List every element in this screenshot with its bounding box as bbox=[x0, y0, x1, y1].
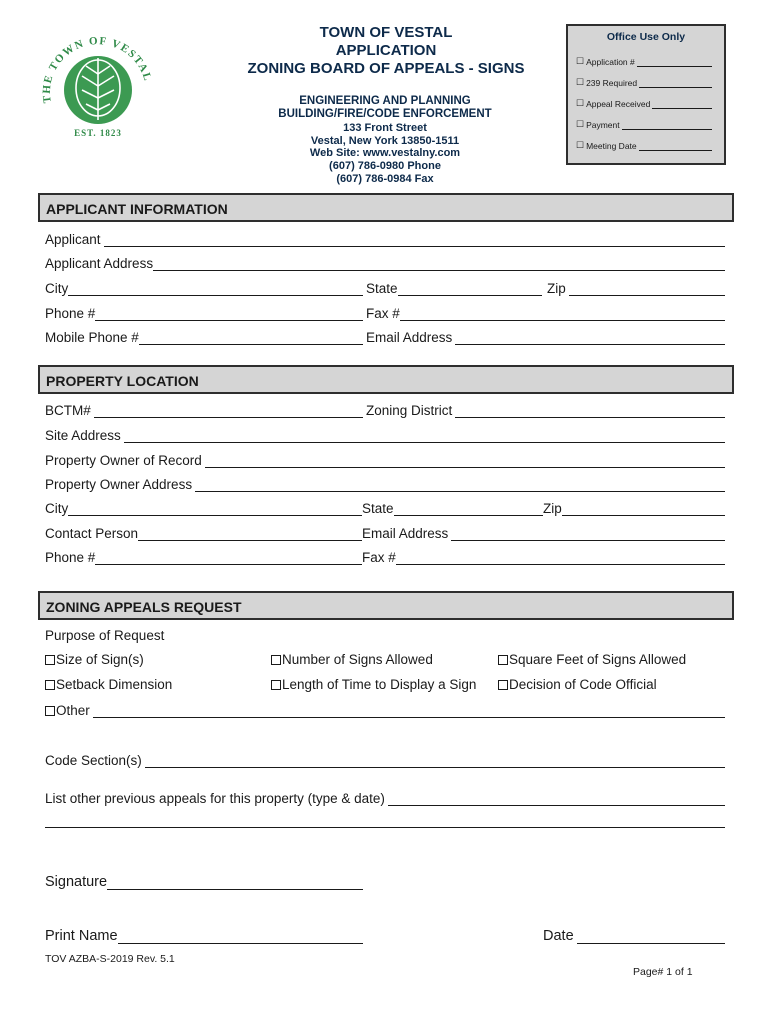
number-of-signs-option[interactable] bbox=[271, 652, 433, 667]
size-of-signs-label: Size of Sign(s) bbox=[56, 652, 144, 667]
code-section-label: Code Section(s) bbox=[45, 753, 142, 768]
property-state-input-line[interactable] bbox=[394, 502, 543, 516]
owner-of-record-field[interactable] bbox=[45, 451, 725, 468]
property-section-header bbox=[38, 365, 734, 394]
applicant-state-field[interactable] bbox=[366, 279, 542, 296]
checkbox-icon[interactable] bbox=[271, 680, 281, 690]
owner-address-input-line[interactable] bbox=[195, 478, 725, 492]
contact-person-label: Contact Person bbox=[45, 526, 139, 541]
applicant-mobile-field[interactable] bbox=[45, 328, 363, 345]
office-appeal-label: Appeal Received bbox=[586, 99, 651, 109]
applicant-mobile-label: Mobile Phone # bbox=[45, 330, 139, 345]
applicant-section-header bbox=[38, 193, 734, 222]
applicant-zip-field[interactable] bbox=[547, 279, 725, 296]
applicant-state-input-line[interactable] bbox=[398, 282, 542, 296]
other-label: Other bbox=[56, 703, 90, 718]
office-application-line[interactable] bbox=[637, 59, 712, 67]
applicant-mobile-input-line[interactable] bbox=[139, 331, 363, 345]
length-of-time-label: Length of Time to Display a Sign bbox=[282, 677, 477, 692]
applicant-phone-field[interactable] bbox=[45, 304, 363, 321]
square-feet-label: Square Feet of Signs Allowed bbox=[509, 652, 687, 667]
date-field[interactable] bbox=[543, 926, 725, 944]
dept-line-1: ENGINEERING AND PLANNING bbox=[299, 95, 471, 107]
property-fax-label: Fax # bbox=[362, 550, 396, 565]
setback-label: Setback Dimension bbox=[56, 677, 173, 692]
signature-label: Signature bbox=[45, 874, 108, 890]
setback-option[interactable] bbox=[45, 677, 172, 692]
owner-of-record-input-line[interactable] bbox=[205, 454, 725, 468]
office-appeal-line[interactable] bbox=[652, 101, 712, 109]
title-line-2: APPLICATION bbox=[335, 42, 437, 59]
property-email-field[interactable] bbox=[362, 524, 725, 541]
checkbox-icon[interactable] bbox=[45, 680, 55, 690]
property-zip-field[interactable] bbox=[543, 499, 725, 516]
zoning-district-field[interactable] bbox=[366, 401, 725, 418]
office-payment-line[interactable] bbox=[622, 122, 712, 130]
property-zip-label: Zip bbox=[543, 501, 562, 516]
applicant-fax-field[interactable] bbox=[366, 304, 725, 321]
department-info bbox=[255, 95, 515, 185]
applicant-input-line[interactable] bbox=[104, 233, 725, 247]
office-239-label: 239 Required bbox=[586, 78, 638, 88]
office-appeal-row[interactable] bbox=[576, 98, 712, 109]
office-239-row[interactable] bbox=[576, 77, 712, 88]
page-number: Page# 1 of 1 bbox=[633, 966, 693, 978]
owner-address-field[interactable] bbox=[45, 475, 725, 492]
previous-appeals-line-2[interactable] bbox=[45, 814, 725, 828]
office-239-line[interactable] bbox=[639, 80, 712, 88]
other-field[interactable] bbox=[45, 701, 725, 718]
property-zip-input-line[interactable] bbox=[562, 502, 725, 516]
office-application-row[interactable] bbox=[576, 56, 712, 67]
property-email-label: Email Address bbox=[362, 526, 449, 541]
zoning-district-input-line[interactable] bbox=[455, 404, 725, 418]
bctm-field[interactable] bbox=[45, 401, 363, 418]
property-state-label: State bbox=[362, 501, 394, 516]
property-section-title: PROPERTY LOCATION bbox=[46, 373, 199, 389]
svg-text:EST. 1823: EST. 1823 bbox=[74, 128, 122, 138]
office-payment-label: Payment bbox=[586, 120, 620, 130]
site-address-field[interactable] bbox=[45, 426, 725, 443]
applicant-field[interactable] bbox=[45, 230, 725, 247]
property-fax-field[interactable] bbox=[362, 548, 725, 565]
signature-input-line[interactable] bbox=[107, 876, 363, 890]
applicant-city-input-line[interactable] bbox=[68, 282, 363, 296]
checkbox-icon[interactable]: ☐ bbox=[576, 140, 585, 150]
phone-line: (607) 786-0980 Phone bbox=[329, 159, 441, 172]
other-input-line[interactable] bbox=[93, 704, 725, 718]
previous-appeals-input-line[interactable] bbox=[388, 792, 725, 806]
previous-appeals-field[interactable] bbox=[45, 789, 725, 806]
site-address-input-line[interactable] bbox=[124, 429, 725, 443]
property-city-input-line[interactable] bbox=[68, 502, 362, 516]
dept-line-2: BUILDING/FIRE/CODE ENFORCEMENT bbox=[278, 107, 492, 120]
contact-person-field[interactable] bbox=[45, 524, 362, 541]
checkbox-icon[interactable] bbox=[498, 680, 508, 690]
contact-person-input-line[interactable] bbox=[138, 527, 362, 541]
purpose-label: Purpose of Request bbox=[45, 628, 165, 643]
checkbox-icon[interactable]: ☐ bbox=[576, 77, 585, 87]
zoning-district-label: Zoning District bbox=[366, 403, 453, 418]
applicant-city-label: City bbox=[45, 281, 69, 296]
checkbox-icon[interactable] bbox=[498, 655, 508, 665]
office-meeting-label: Meeting Date bbox=[586, 141, 637, 151]
applicant-state-label: State bbox=[366, 281, 398, 296]
property-phone-input-line[interactable] bbox=[95, 551, 362, 565]
code-section-input-line[interactable] bbox=[145, 754, 725, 768]
date-input-line[interactable] bbox=[577, 930, 725, 944]
owner-address-label: Property Owner Address bbox=[45, 477, 193, 492]
code-section-field[interactable] bbox=[45, 751, 725, 768]
request-section-header bbox=[38, 591, 734, 620]
owner-of-record-label: Property Owner of Record bbox=[45, 453, 202, 468]
town-seal-logo bbox=[38, 28, 158, 148]
svg-text:THE TOWN OF VESTAL: THE TOWN OF VESTAL bbox=[40, 35, 154, 104]
applicant-phone-input-line[interactable] bbox=[95, 307, 363, 321]
applicant-zip-input-line[interactable] bbox=[569, 282, 725, 296]
site-address-label: Site Address bbox=[45, 428, 121, 443]
address-line-2: Vestal, New York 13850-1511 bbox=[310, 134, 460, 147]
title-line-1: TOWN OF VESTAL bbox=[319, 24, 453, 41]
size-of-signs-option[interactable] bbox=[45, 652, 144, 667]
applicant-section-title: APPLICANT INFORMATION bbox=[46, 201, 228, 217]
fax-line: (607) 786-0984 Fax bbox=[336, 172, 434, 185]
bctm-label: BCTM# bbox=[45, 403, 91, 418]
date-label: Date bbox=[543, 928, 574, 944]
checkbox-icon[interactable]: ☐ bbox=[576, 119, 585, 129]
applicant-city-field[interactable] bbox=[45, 279, 363, 296]
office-use-title: Office Use Only bbox=[606, 31, 686, 43]
applicant-phone-label: Phone # bbox=[45, 306, 96, 321]
bctm-input-line[interactable] bbox=[94, 404, 363, 418]
number-of-signs-label: Number of Signs Allowed bbox=[282, 652, 433, 667]
applicant-address-input-line[interactable] bbox=[153, 257, 725, 271]
title-line-3: ZONING BOARD OF APPEALS - SIGNS bbox=[247, 60, 525, 77]
property-email-input-line[interactable] bbox=[451, 527, 725, 541]
applicant-email-input-line[interactable] bbox=[455, 331, 725, 345]
form-title bbox=[236, 24, 536, 78]
print-name-label: Print Name bbox=[45, 928, 118, 944]
applicant-fax-label: Fax # bbox=[366, 306, 400, 321]
decision-label: Decision of Code Official bbox=[509, 677, 657, 692]
property-city-field[interactable] bbox=[45, 499, 362, 516]
office-meeting-row[interactable] bbox=[576, 140, 712, 151]
checkbox-icon[interactable] bbox=[45, 655, 55, 665]
signature-field[interactable] bbox=[45, 872, 363, 890]
print-name-field[interactable] bbox=[45, 926, 363, 944]
print-name-input-line[interactable] bbox=[118, 930, 363, 944]
applicant-label: Applicant bbox=[45, 232, 101, 247]
decision-option[interactable] bbox=[498, 677, 657, 692]
property-state-field[interactable] bbox=[362, 499, 543, 516]
applicant-address-field[interactable] bbox=[45, 254, 725, 271]
property-city-label: City bbox=[45, 501, 69, 516]
request-section-title: ZONING APPEALS REQUEST bbox=[46, 599, 242, 615]
applicant-address-label: Applicant Address bbox=[45, 256, 154, 271]
office-application-label: Application # bbox=[586, 57, 635, 67]
address-line-1: 133 Front Street bbox=[343, 122, 427, 135]
applicant-zip-label: Zip bbox=[547, 281, 566, 296]
property-phone-field[interactable] bbox=[45, 548, 362, 565]
applicant-email-field[interactable] bbox=[366, 328, 725, 345]
checkbox-icon[interactable] bbox=[271, 655, 281, 665]
previous-appeals-label: List other previous appeals for this property (type & date) bbox=[45, 791, 385, 806]
office-payment-row[interactable] bbox=[576, 119, 712, 130]
property-fax-input-line[interactable] bbox=[396, 551, 725, 565]
applicant-fax-input-line[interactable] bbox=[400, 307, 725, 321]
form-code: TOV AZBA-S-2019 Rev. 5.1 bbox=[45, 953, 175, 965]
website-line: Web Site: www.vestalny.com bbox=[309, 147, 461, 160]
applicant-email-label: Email Address bbox=[366, 330, 453, 345]
office-meeting-line[interactable] bbox=[639, 143, 712, 151]
checkbox-icon[interactable]: ☐ bbox=[576, 56, 585, 66]
checkbox-icon[interactable]: ☐ bbox=[576, 98, 585, 108]
length-of-time-option[interactable] bbox=[271, 677, 476, 692]
checkbox-icon[interactable] bbox=[45, 706, 55, 716]
office-use-box bbox=[566, 24, 726, 165]
square-feet-option[interactable] bbox=[498, 652, 686, 667]
property-phone-label: Phone # bbox=[45, 550, 96, 565]
